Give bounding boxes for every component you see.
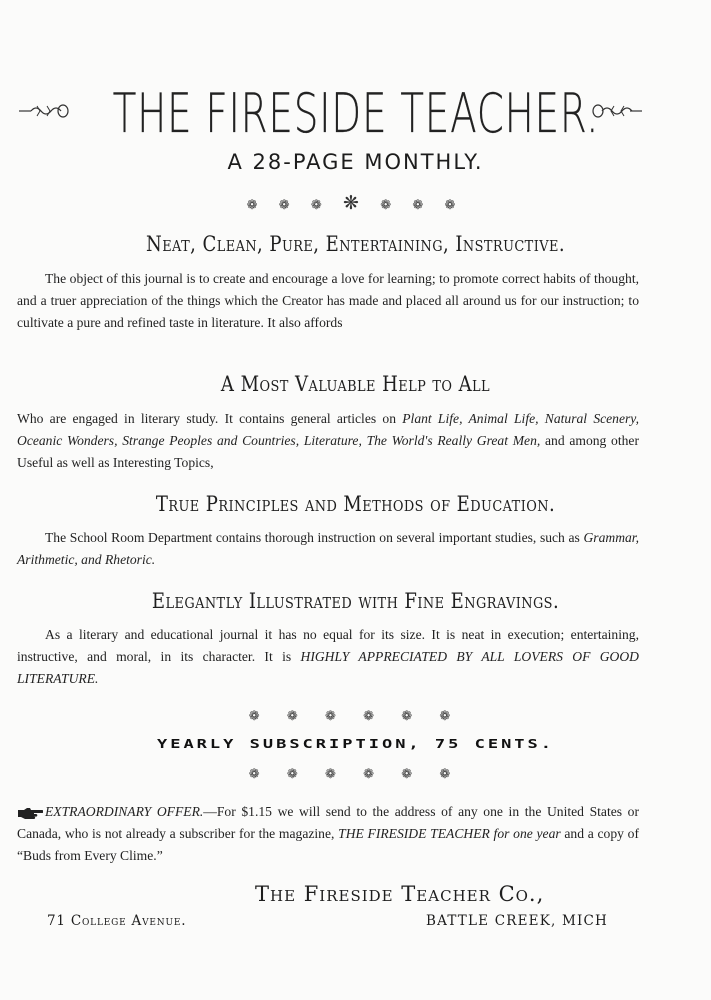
section-body: The School Room Department contains thorough instruction on several important studies, such as Grammar, Arithmetic, and Rhetoric. <box>17 530 639 567</box>
subtitle: A 28-PAGE MONTHLY. <box>227 150 484 174</box>
right-flourish-icon <box>592 100 644 122</box>
pointing-hand-icon <box>17 807 43 819</box>
section-heading: Neat, Clean, Pure, Entertaining, Instructive. <box>145 232 566 256</box>
rosette-icon: ❁ ❁ ❁ ❁ ❁ ❁ <box>248 708 463 723</box>
rosette-icon: ❁ ❁ ❁ ❁ ❁ ❁ <box>248 766 463 781</box>
section-body: Who are engaged in literary study. It contains general articles on Plant Life, Animal Life, Natural Scenery, Oceanic Wonders, Strange Peoples and Countries, Literature, The World's Really Great Men, and among other Useful as well as Interesting Topics, <box>17 411 639 470</box>
section-body: As a literary and educational journal it has no equal for its size. It is neat in execution; entertaining, instructive, and moral, in its character. It is HIGHLY APPRECIATED BY ALL LOVERS OF GOOD LITERATURE. <box>17 627 639 686</box>
rosette-icon: ❁ ❁ ❁ <box>246 197 331 212</box>
offer-lead: EXTRAORDINARY OFFER. <box>45 804 204 819</box>
rosette-icon: ❁ ❁ ❁ <box>380 197 465 212</box>
ornament-row-middle <box>0 708 711 724</box>
page-title: THE FIRESIDE TEACHER. <box>112 81 599 145</box>
section-heading: Elegantly Illustrated with Fine Engravings. <box>151 589 560 613</box>
offer-paragraph: EXTRAORDINARY OFFER.—For $1.15 we will send to the address of any one in the United States or Canada, who is not already a subscriber for the magazine, THE FIRESIDE TEACHER for one year and a copy of “Buds from Every Clime.” <box>17 804 639 863</box>
ornament-row-top <box>0 192 711 215</box>
company-name: The Fireside Teacher Co., <box>255 882 545 906</box>
section-body: The object of this journal is to create and encourage a love for learning; to promote correct habits of thought, and a truer appreciation of the things which the Creator has made and placed all around us for our instruction; to cultivate a pure and refined taste in literature. It also affords <box>17 271 639 330</box>
sunburst-icon: ❋ <box>343 193 368 214</box>
section-heading: A Most Valuable Help to All <box>220 372 491 396</box>
section-heading: True Principles and Methods of Education. <box>155 492 556 516</box>
street-address: 71 College Avenue. <box>47 913 187 929</box>
city-address: BATTLE CREEK, MICH <box>426 913 609 929</box>
subscription-price: YEARLY SUBSCRIPTION, 75 CENTS. <box>156 736 555 752</box>
ornament-row-bottom <box>0 766 711 782</box>
